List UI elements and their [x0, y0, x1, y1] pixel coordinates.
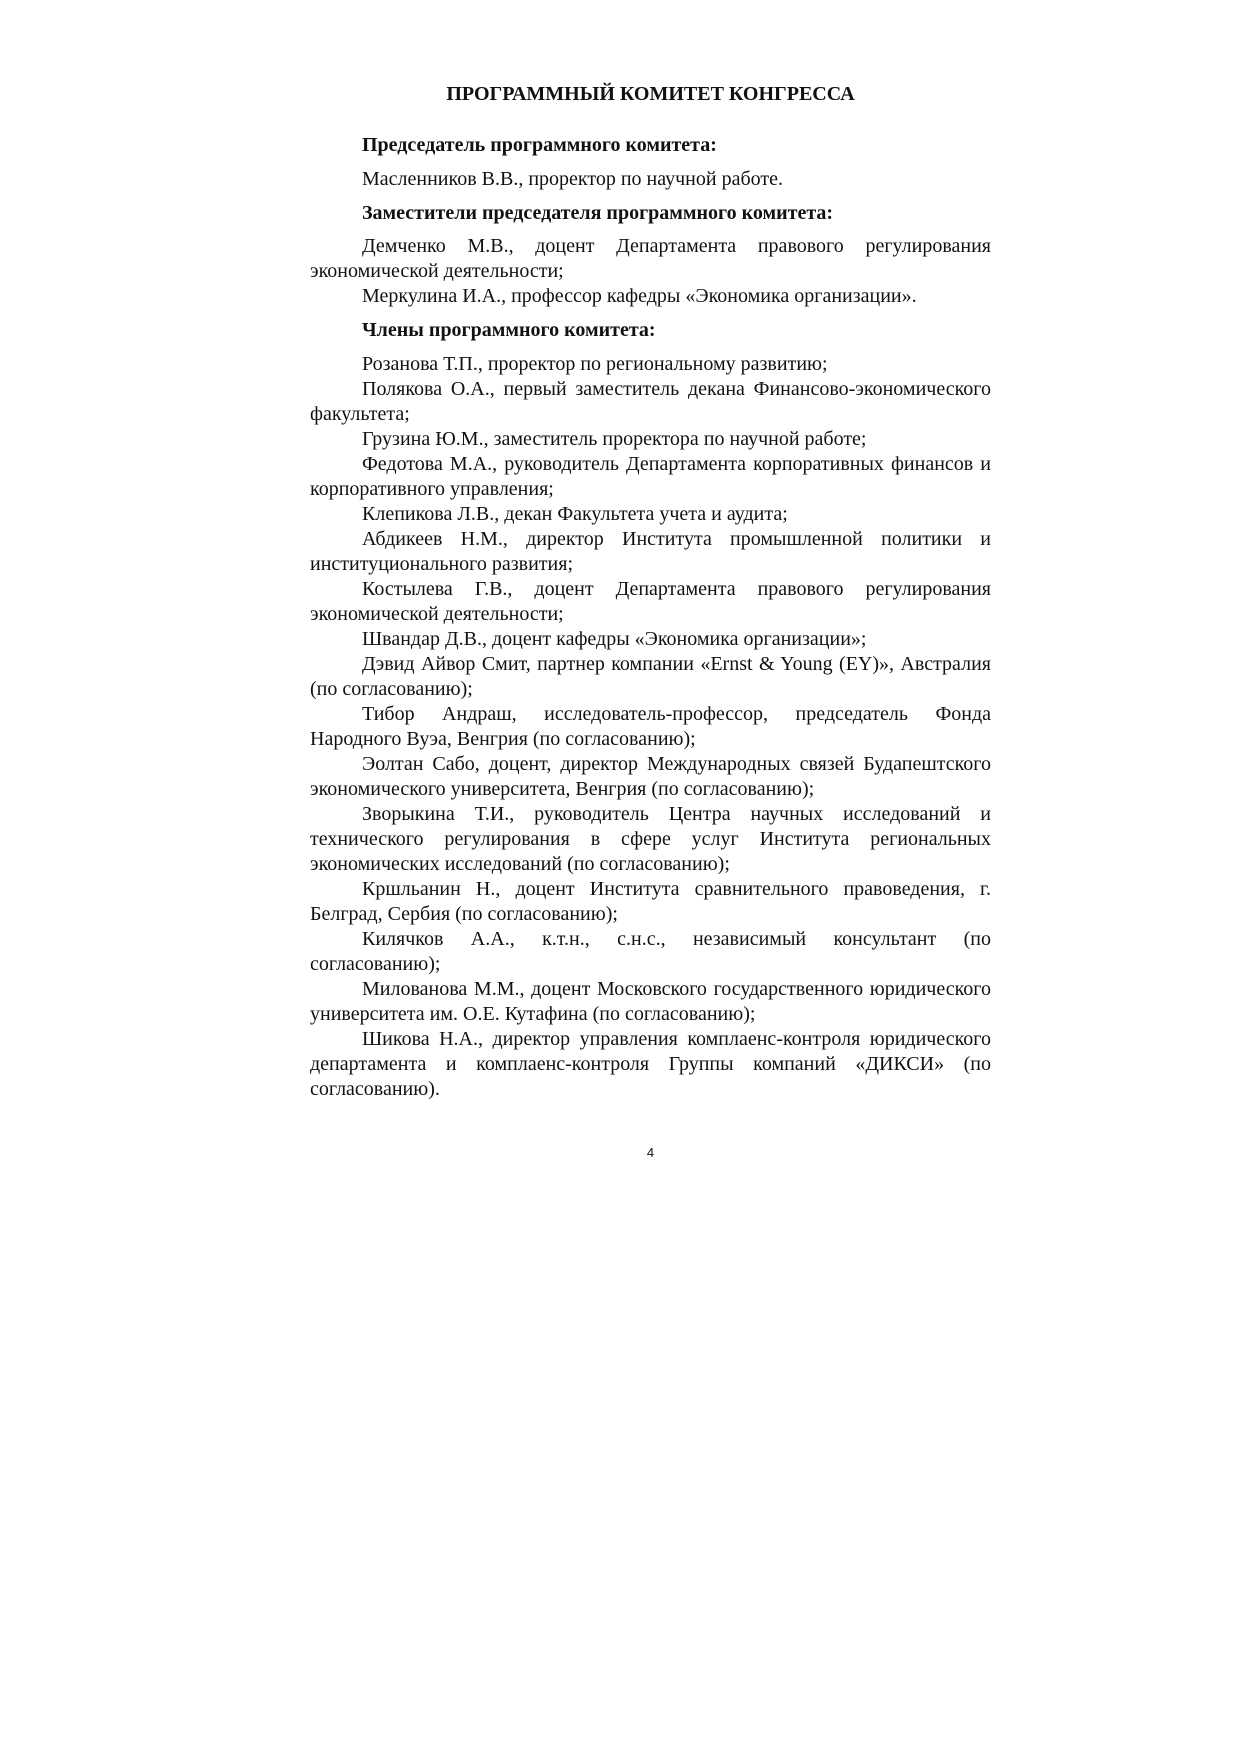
- member-entry: Костылева Г.В., доцент Департамента правового регулирования экономической деятельности;: [310, 578, 991, 625]
- member-entry: Килячков А.А., к.т.н., с.н.с., независимый консультант (по согласованию);: [310, 928, 991, 975]
- chair-heading: Председатель программного комитета:: [362, 134, 717, 156]
- page-title: ПРОГРАММНЫЙ КОМИТЕТ КОНГРЕССА: [446, 83, 855, 105]
- members-heading: Члены программного комитета:: [362, 319, 656, 341]
- deputies-list: [310, 234, 991, 309]
- page-number: 4: [646, 1145, 655, 1160]
- member-entry: Абдикеев Н.М., директор Института промышленной политики и институционального развития;: [310, 528, 991, 575]
- member-entry: Эолтан Сабо, доцент, директор Международных связей Будапештского экономического университета, Венгрия (по согласованию);: [310, 753, 991, 800]
- member-entry: Швандар Д.В., доцент кафедры «Экономика организации»;: [362, 628, 867, 650]
- deputy-entry: Демченко М.В., доцент Департамента правового регулирования экономической деятельности;: [310, 235, 991, 282]
- chair-list: [310, 167, 991, 192]
- chair-entry: Масленников В.В., проректор по научной работе.: [362, 168, 783, 190]
- member-entry: Милованова М.М., доцент Московского государственного юридического университета им. О.Е. Кутафина (по согласованию);: [310, 978, 991, 1025]
- member-entry: Федотова М.А., руководитель Департамента корпоративных финансов и корпоративного управления;: [310, 453, 991, 500]
- member-entry: Клепикова Л.В., декан Факультета учета и аудита;: [362, 503, 788, 525]
- member-entry: Шикова Н.А., директор управления комплаенс-контроля юридического департамента и комплаенс-контроля Группы компаний «ДИКСИ» (по согласованию).: [310, 1028, 991, 1100]
- member-entry: Тибор Андраш, исследователь-профессор, председатель Фонда Народного Вуэа, Венгрия (по согласованию);: [310, 703, 991, 750]
- member-entry: Грузина Ю.М., заместитель проректора по научной работе;: [362, 428, 867, 450]
- member-entry: Полякова О.А., первый заместитель декана Финансово-экономического факультета;: [310, 378, 991, 425]
- member-entry: Розанова Т.П., проректор по региональному развитию;: [362, 353, 828, 375]
- member-entry: Кршльанин Н., доцент Института сравнительного правоведения, г. Белград, Сербия (по согласованию);: [310, 878, 991, 925]
- member-entry: Дэвид Айвор Смит, партнер компании «Ernst & Young (EY)», Австралия (по согласованию);: [310, 653, 991, 700]
- deputies-heading: Заместители председателя программного комитета:: [362, 202, 834, 224]
- member-entry: Зворыкина Т.И., руководитель Центра научных исследований и технического регулирования в сфере услуг Института региональных экономических исследований (по согласованию);: [310, 803, 991, 875]
- deputy-entry: Меркулина И.А., профессор кафедры «Экономика организации».: [362, 285, 917, 307]
- members-list: [310, 352, 991, 1102]
